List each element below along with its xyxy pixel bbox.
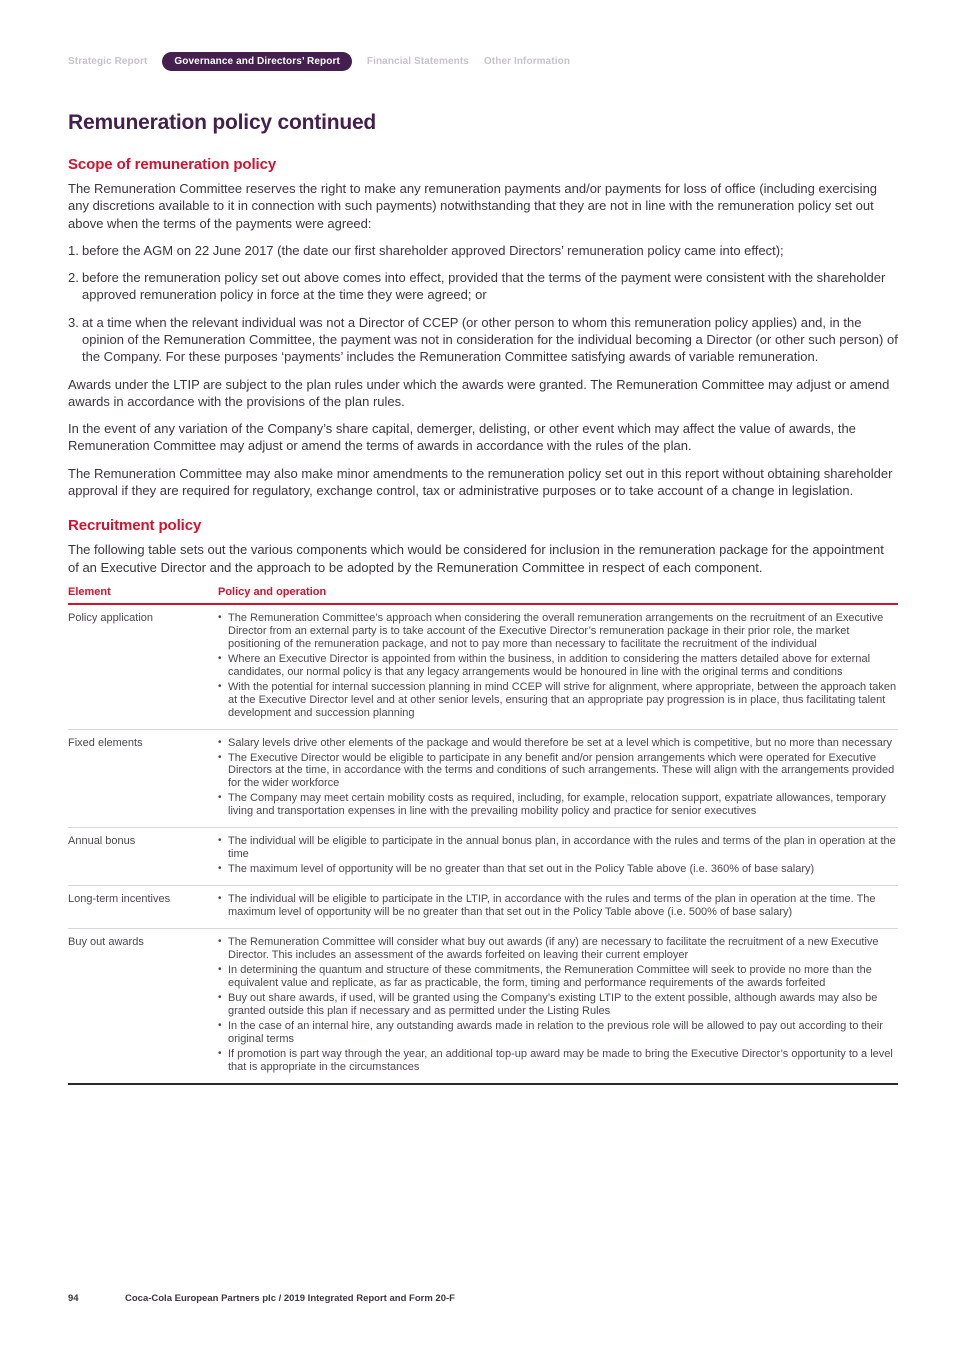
policy-bullet: • With the potential for internal succession planning in mind CCEP will strive for alignment, where appropriate, between the approach taken at the Executive Director level and at other senior levels, ensuring that an appropriate pay progression is in place, thus facilitating talent development and succession planning <box>218 681 898 720</box>
scope-paragraph: In the event of any variation of the Company’s share capital, demerger, delisting, or other event which may affect the value of awards, the Remuneration Committee may adjust or amend the terms of awards in accordance with the rules of the plan. <box>68 421 856 454</box>
policy-bullet: • The Remuneration Committee will consider what buy out awards (if any) are necessary to facilitate the recruitment of a new Executive Director. This includes an assessment of the awards forfeited on leaving their current employer <box>218 936 898 962</box>
policy-bullet: • In the case of an internal hire, any outstanding awards made in relation to the previous role will be allowed to pay out according to their original terms <box>218 1020 898 1046</box>
column-header-policy: Policy and operation <box>218 583 898 604</box>
policy-bullet-list <box>218 936 898 1074</box>
scope-paragraphs <box>68 376 898 500</box>
policy-bullet: • The individual will be eligible to participate in the LTIP, in accordance with the rules and terms of the plan in operation at the time. The maximum level of opportunity will be no greater than that set out in the Policy Table above (i.e. 500% of base salary) <box>218 893 898 919</box>
column-header-element: Element <box>68 583 218 604</box>
page-footer <box>68 1293 455 1304</box>
table-header-row <box>68 583 898 604</box>
recruitment-section <box>68 517 898 1085</box>
scope-list-item: before the remuneration policy set out above comes into effect, provided that the terms of the payment were consistent with the shareholder approved remuneration policy in force at the time they were agreed; or <box>82 270 886 303</box>
table-row <box>68 886 898 929</box>
policy-bullet: • Buy out share awards, if used, will be granted using the Company’s existing LTIP to the extent possible, although awards may also be granted outside this plan if necessary and as permitted under the Listing Rules <box>218 992 898 1018</box>
nav-item: Strategic Report <box>68 56 148 67</box>
nav-item-active: Governance and Directors’ Report <box>162 52 351 71</box>
row-policy-cell <box>218 729 898 828</box>
policy-bullet: • The Remuneration Committee’s approach when considering the overall remuneration arrangements on the recruitment of an Executive Director from an external party is to take account of the Executive Director’s remuneration package in their prior role, the market positioning of the remuneration package, and not to pay more than necessary to facilitate the recruitment of the individual <box>218 612 898 651</box>
row-element-label: Long-term incentives <box>68 886 218 929</box>
recruitment-heading: Recruitment policy <box>68 517 202 535</box>
row-policy-cell <box>218 886 898 929</box>
footer-text: Coca-Cola European Partners plc / 2019 Integrated Report and Form 20-F <box>125 1293 455 1304</box>
scope-list-item: before the AGM on 22 June 2017 (the date our first shareholder approved Directors’ remuneration policy came into effect); <box>82 242 784 258</box>
policy-bullet: • The maximum level of opportunity will be no greater than that set out in the Policy Table above (i.e. 360% of base salary) <box>218 863 898 876</box>
scope-paragraph: The Remuneration Committee may also make minor amendments to the remuneration policy set out in this report without obtaining shareholder approval if they are required for regulatory, exchange control, tax or administrative purposes or to take account of a change in legislation. <box>68 465 893 498</box>
nav-item: Financial Statements <box>366 56 469 67</box>
policy-bullet: • The individual will be eligible to participate in the annual bonus plan, in accordance with the rules and terms of the plan in operation at the time <box>218 835 898 861</box>
scope-paragraph: Awards under the LTIP are subject to the plan rules under which the awards were granted. The Remuneration Committee may adjust or amend awards in accordance with the provisions of the plan rules. <box>68 376 890 409</box>
table-row <box>68 729 898 828</box>
recruitment-table <box>68 583 898 1085</box>
policy-bullet: • Where an Executive Director is appointed from within the business, in addition to considering the matters detailed above for external candidates, our normal policy is that any legacy arrangements would be honoured in line with the original terms and conditions <box>218 653 898 679</box>
top-nav <box>68 52 570 71</box>
row-element-label: Annual bonus <box>68 828 218 886</box>
row-element-label: Policy application <box>68 604 218 729</box>
policy-bullet-list <box>218 893 898 919</box>
policy-bullet-list <box>218 835 898 876</box>
row-policy-cell <box>218 828 898 886</box>
scope-numbered-list <box>68 242 898 366</box>
table-row <box>68 828 898 886</box>
scope-intro: The Remuneration Committee reserves the right to make any remuneration payments and/or payments for loss of office (including exercising any discretions available to it in connection with such payments) notwithstanding that they are not in line with the remuneration policy set out above when the terms of the payments were agreed: <box>68 181 878 231</box>
policy-bullet: • The Company may meet certain mobility costs as required, including, for example, relocation support, expatriate allowances, temporary living and transportation expenses in line with the prevailing mobility policy and practice for senior executives <box>218 792 898 818</box>
nav-item: Other Information <box>483 56 571 67</box>
page-number: 94 <box>68 1293 79 1304</box>
page-title: Remuneration policy continued <box>68 111 377 134</box>
policy-bullet: • If promotion is part way through the year, an additional top-up award may be made to bring the Executive Director’s opportunity to a level that is appropriate in the circumstances <box>218 1048 898 1074</box>
policy-bullet-list <box>218 612 898 720</box>
row-policy-cell <box>218 929 898 1084</box>
table-row <box>68 604 898 729</box>
row-policy-cell <box>218 604 898 729</box>
scope-section <box>68 156 898 499</box>
policy-bullet-list <box>218 737 898 819</box>
policy-bullet: • The Executive Director would be eligible to participate in any benefit and/or pension arrangements which were operated for Executive Directors at the time, in accordance with the terms and conditions of such arrangements. These will align with the arrangements provided for the wider workforce <box>218 752 898 791</box>
scope-heading: Scope of remuneration policy <box>68 156 277 173</box>
row-element-label: Buy out awards <box>68 929 218 1084</box>
recruitment-intro: The following table sets out the various components which would be considered for inclusion in the remuneration package for the appointment of an Executive Director and the approach to be adopted by the Remuneration Committee in respect of each component. <box>68 542 884 575</box>
table-row <box>68 929 898 1084</box>
policy-bullet: • Salary levels drive other elements of the package and would therefore be set at a level which is competitive, but no more than necessary <box>218 737 898 750</box>
policy-bullet: • In determining the quantum and structure of these commitments, the Remuneration Committee will seek to provide no more than the equivalent value and replicate, as far as practicable, the form, timing and performance requirements of the awards forfeited <box>218 964 898 990</box>
main-content <box>68 156 898 1085</box>
row-element-label: Fixed elements <box>68 729 218 828</box>
scope-list-item: at a time when the relevant individual was not a Director of CCEP (or other person to whom this remuneration policy applies) and, in the opinion of the Remuneration Committee, the payment was not in consideration for the individual becoming a Director (or other such person) of the Company. For these purposes ‘payments’ includes the Remuneration Committee satisfying awards of variable remuneration. <box>82 314 898 365</box>
